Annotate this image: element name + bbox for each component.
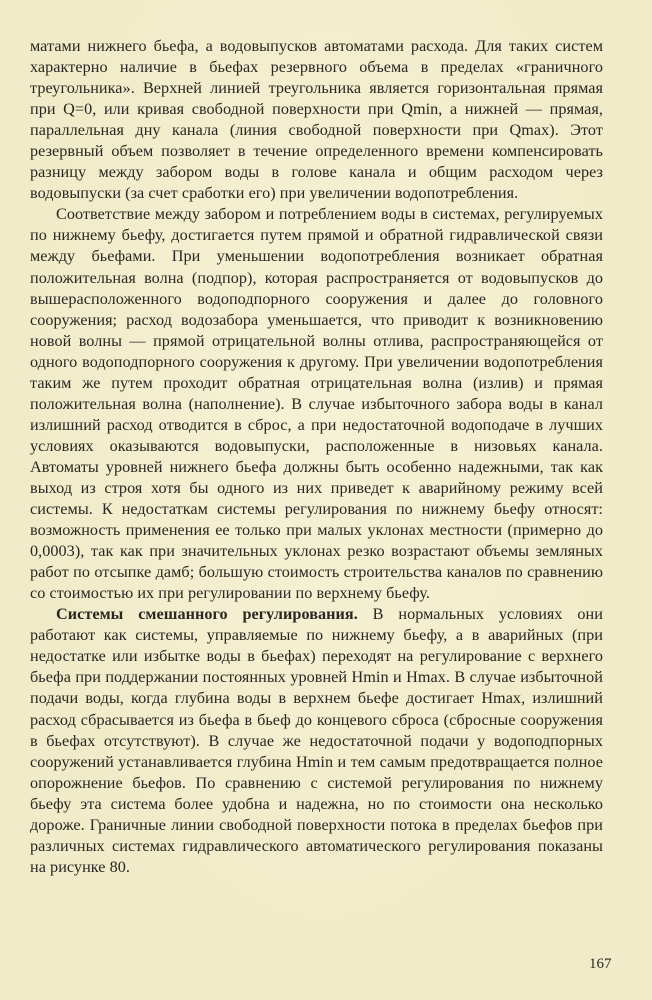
paragraph-continuation <box>30 36 603 204</box>
page-number: 167 <box>589 956 612 972</box>
paragraph-downstream-regulation <box>30 204 603 604</box>
body-text <box>30 36 603 878</box>
paragraph-mixed-regulation <box>30 604 603 878</box>
paragraph-text: матами нижнего бьефа, а водовыпусков автоматами расхода. Для таких систем характерно наличие в бьефах резервного объема в пределах «граничного треугольника». Верхней линией треугольника является горизонтальная прямая при Q=0, или кривая свободной поверхности при Qmin, а нижней — прямая, параллельная дну канала (линия свободной поверхности при Qmax). Этот резервный объем позволяет в течение определенного времени компенсировать разницу между забором воды в голове канала и общим расходом через водовыпуски (за счет сработки его) при увеличении водопотребления. <box>30 37 603 203</box>
paragraph-run-in-heading: Системы смешанного регулирования. <box>56 605 358 624</box>
paragraph-text: В нормальных условиях они работают как системы, управляемые по нижнему бьефу, а в аварийных (при недостатке или избытке воды в бьефах) переходят на регулирование с верхнего бьефа при поддержании постоянных уровней Hmin и Hmax. В случае избыточной подачи воды, когда глубина воды в верхнем бьефе достигает Hmax, излишний расход сбрасывается из бьефа в бьеф до концевого сброса (сбросные сооружения в бьефах отсутствуют). В случае же недостаточной подачи у водоподпорных сооружений устанавливается глубина Hmin и тем самым предотвращается полное опорожнение бьефов. По сравнению с системой регулирования по нижнему бьефу эта система более удобна и надежна, но по стоимости она несколько дороже. Граничные линии свободной поверхности потока в пределах бьефов при различных системах гидравлического автоматического регулирования показаны на рисунке 80. <box>30 605 603 876</box>
paragraph-text: Соответствие между забором и потреблением воды в системах, регулируемых по нижнему бьефу, достигается путем прямой и обратной гидравлической связи между бьефами. При уменьшении водопотребления возникает обратная положительная волна (подпор), которая распространяется от водовыпусков до вышерасположенного водоподпорного сооружения и далее до головного сооружения; расход водозабора уменьшается, что приводит к возникновению новой волны — прямой отрицательной волны отлива, распространяющейся от одного водоподпорного сооружения к другому. При увеличении водопотребления таким же путем проходит обратная отрицательная волна (излив) и прямая положительная волна (наполнение). В случае избыточного забора воды в канал излишний расход отводится в сброс, а при недостаточной водоподаче в лучших условиях оказываются водовыпуски, расположенные в низовьях канала. Автоматы уровней нижнего бьефа должны быть особенно надежными, так как выход из строя хотя бы одного из них приведет к аварийному режиму всей системы. К недостаткам системы регулирования по нижнему бьефу относят: возможность применения ее только при малых уклонах местности (примерно до 0,0003), так как при значительных уклонах резко возрастают объемы земляных работ по отсыпке дамб; большую стоимость строительства каналов по сравнению со стоимостью их при регулировании по верхнему бьефу. <box>30 205 603 603</box>
